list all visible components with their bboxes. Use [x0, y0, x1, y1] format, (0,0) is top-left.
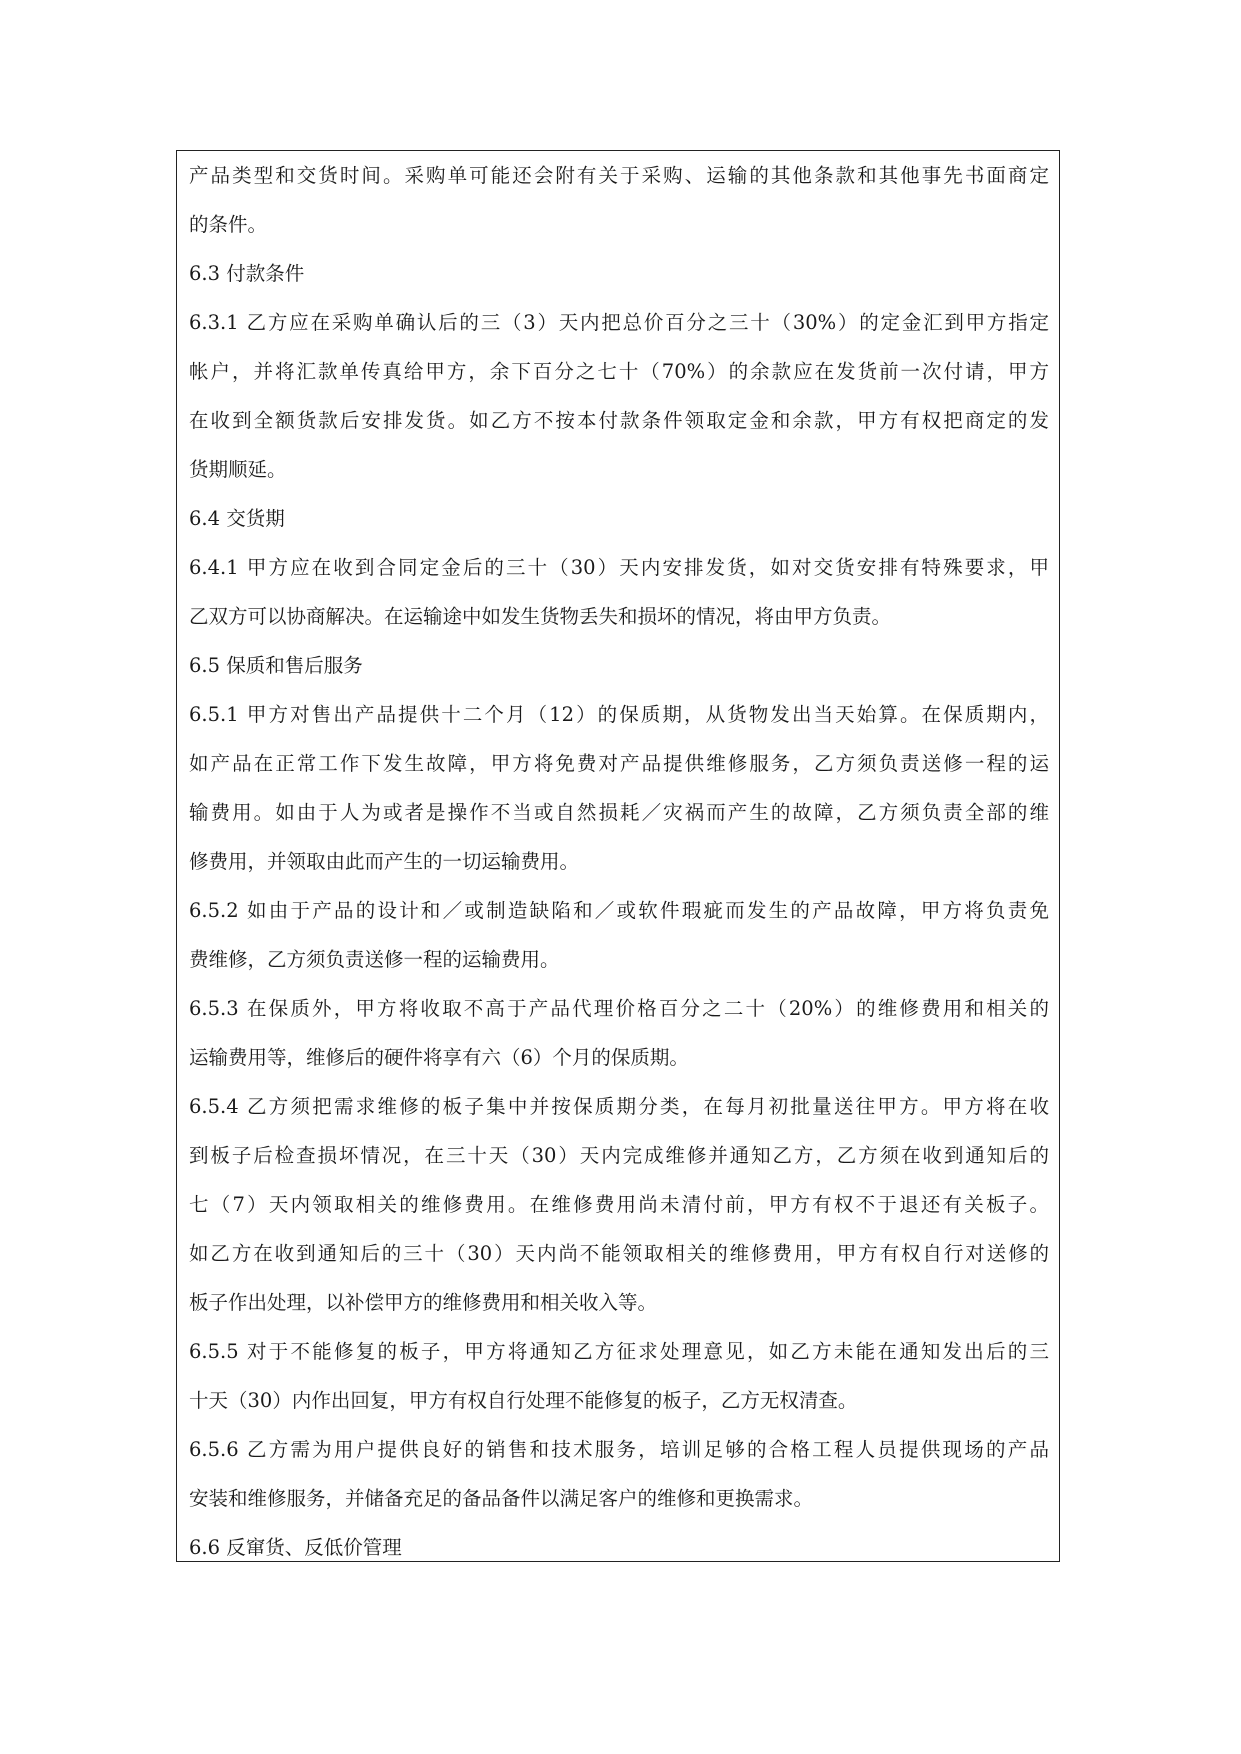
text-line: 6.5.3 在保质外，甲方将收取不高于产品代理价格百分之二十（20%）的维修费用和相关的	[189, 997, 1049, 1020]
text-line: 安装和维修服务，并储备充足的备品备件以满足客户的维修和更换需求。	[189, 1487, 814, 1510]
text-line: 修费用，并领取由此而产生的一切运输费用。	[189, 850, 580, 873]
text-line: 运输费用等，维修后的硬件将享有六（6）个月的保质期。	[189, 1046, 689, 1069]
text-line: 七（7）天内领取相关的维修费用。在维修费用尚未清付前，甲方有权不于退还有关板子。	[189, 1193, 1049, 1216]
text-line: 乙双方可以协商解决。在运输途中如发生货物丢失和损坏的情况，将由甲方负责。	[189, 605, 892, 628]
text-line: 6.4.1 甲方应在收到合同定金后的三十（30）天内安排发货，如对交货安排有特殊要求，甲	[189, 556, 1049, 579]
text-line: 板子作出处理，以补偿甲方的维修费用和相关收入等。	[189, 1291, 658, 1314]
section-heading: 6.4 交货期	[189, 507, 285, 530]
text-line: 在收到全额货款后安排发货。如乙方不按本付款条件领取定金和余款，甲方有权把商定的发	[189, 409, 1049, 432]
section-heading: 6.6 反窜货、反低价管理	[189, 1536, 402, 1559]
text-line: 6.5.5 对于不能修复的板子，甲方将通知乙方征求处理意见，如乙方未能在通知发出后的三	[189, 1340, 1049, 1363]
text-line: 帐户，并将汇款单传真给甲方，余下百分之七十（70%）的余款应在发货前一次付请，甲方	[189, 360, 1049, 383]
text-line: 的条件。	[189, 213, 268, 236]
text-line: 费维修，乙方须负责送修一程的运输费用。	[189, 948, 560, 971]
document-frame	[176, 150, 1060, 1562]
section-heading: 6.3 付款条件	[189, 262, 305, 285]
section-heading: 6.5 保质和售后服务	[189, 654, 363, 677]
text-line: 6.5.6 乙方需为用户提供良好的销售和技术服务，培训足够的合格工程人员提供现场的产品	[189, 1438, 1049, 1461]
text-line: 十天（30）内作出回复，甲方有权自行处理不能修复的板子，乙方无权清查。	[189, 1389, 858, 1412]
text-line: 6.3.1 乙方应在采购单确认后的三（3）天内把总价百分之三十（30%）的定金汇到甲方指定	[189, 311, 1049, 334]
text-line: 到板子后检查损坏情况，在三十天（30）天内完成维修并通知乙方，乙方须在收到通知后的	[189, 1144, 1049, 1167]
text-line: 产品类型和交货时间。采购单可能还会附有关于采购、运输的其他条款和其他事先书面商定	[189, 164, 1049, 187]
text-line: 输费用。如由于人为或者是操作不当或自然损耗／灾祸而产生的故障，乙方须负责全部的维	[189, 801, 1049, 824]
text-line: 6.5.1 甲方对售出产品提供十二个月（12）的保质期，从货物发出当天始算。在保质期内，	[189, 703, 1049, 726]
text-line: 货期顺延。	[189, 458, 287, 481]
text-line: 6.5.2 如由于产品的设计和／或制造缺陷和／或软件瑕疵而发生的产品故障，甲方将负责免	[189, 899, 1049, 922]
text-line: 6.5.4 乙方须把需求维修的板子集中并按保质期分类，在每月初批量送往甲方。甲方将在收	[189, 1095, 1049, 1118]
text-line: 如乙方在收到通知后的三十（30）天内尚不能领取相关的维修费用，甲方有权自行对送修的	[189, 1242, 1049, 1265]
text-line: 如产品在正常工作下发生故障，甲方将免费对产品提供维修服务，乙方须负责送修一程的运	[189, 752, 1049, 775]
